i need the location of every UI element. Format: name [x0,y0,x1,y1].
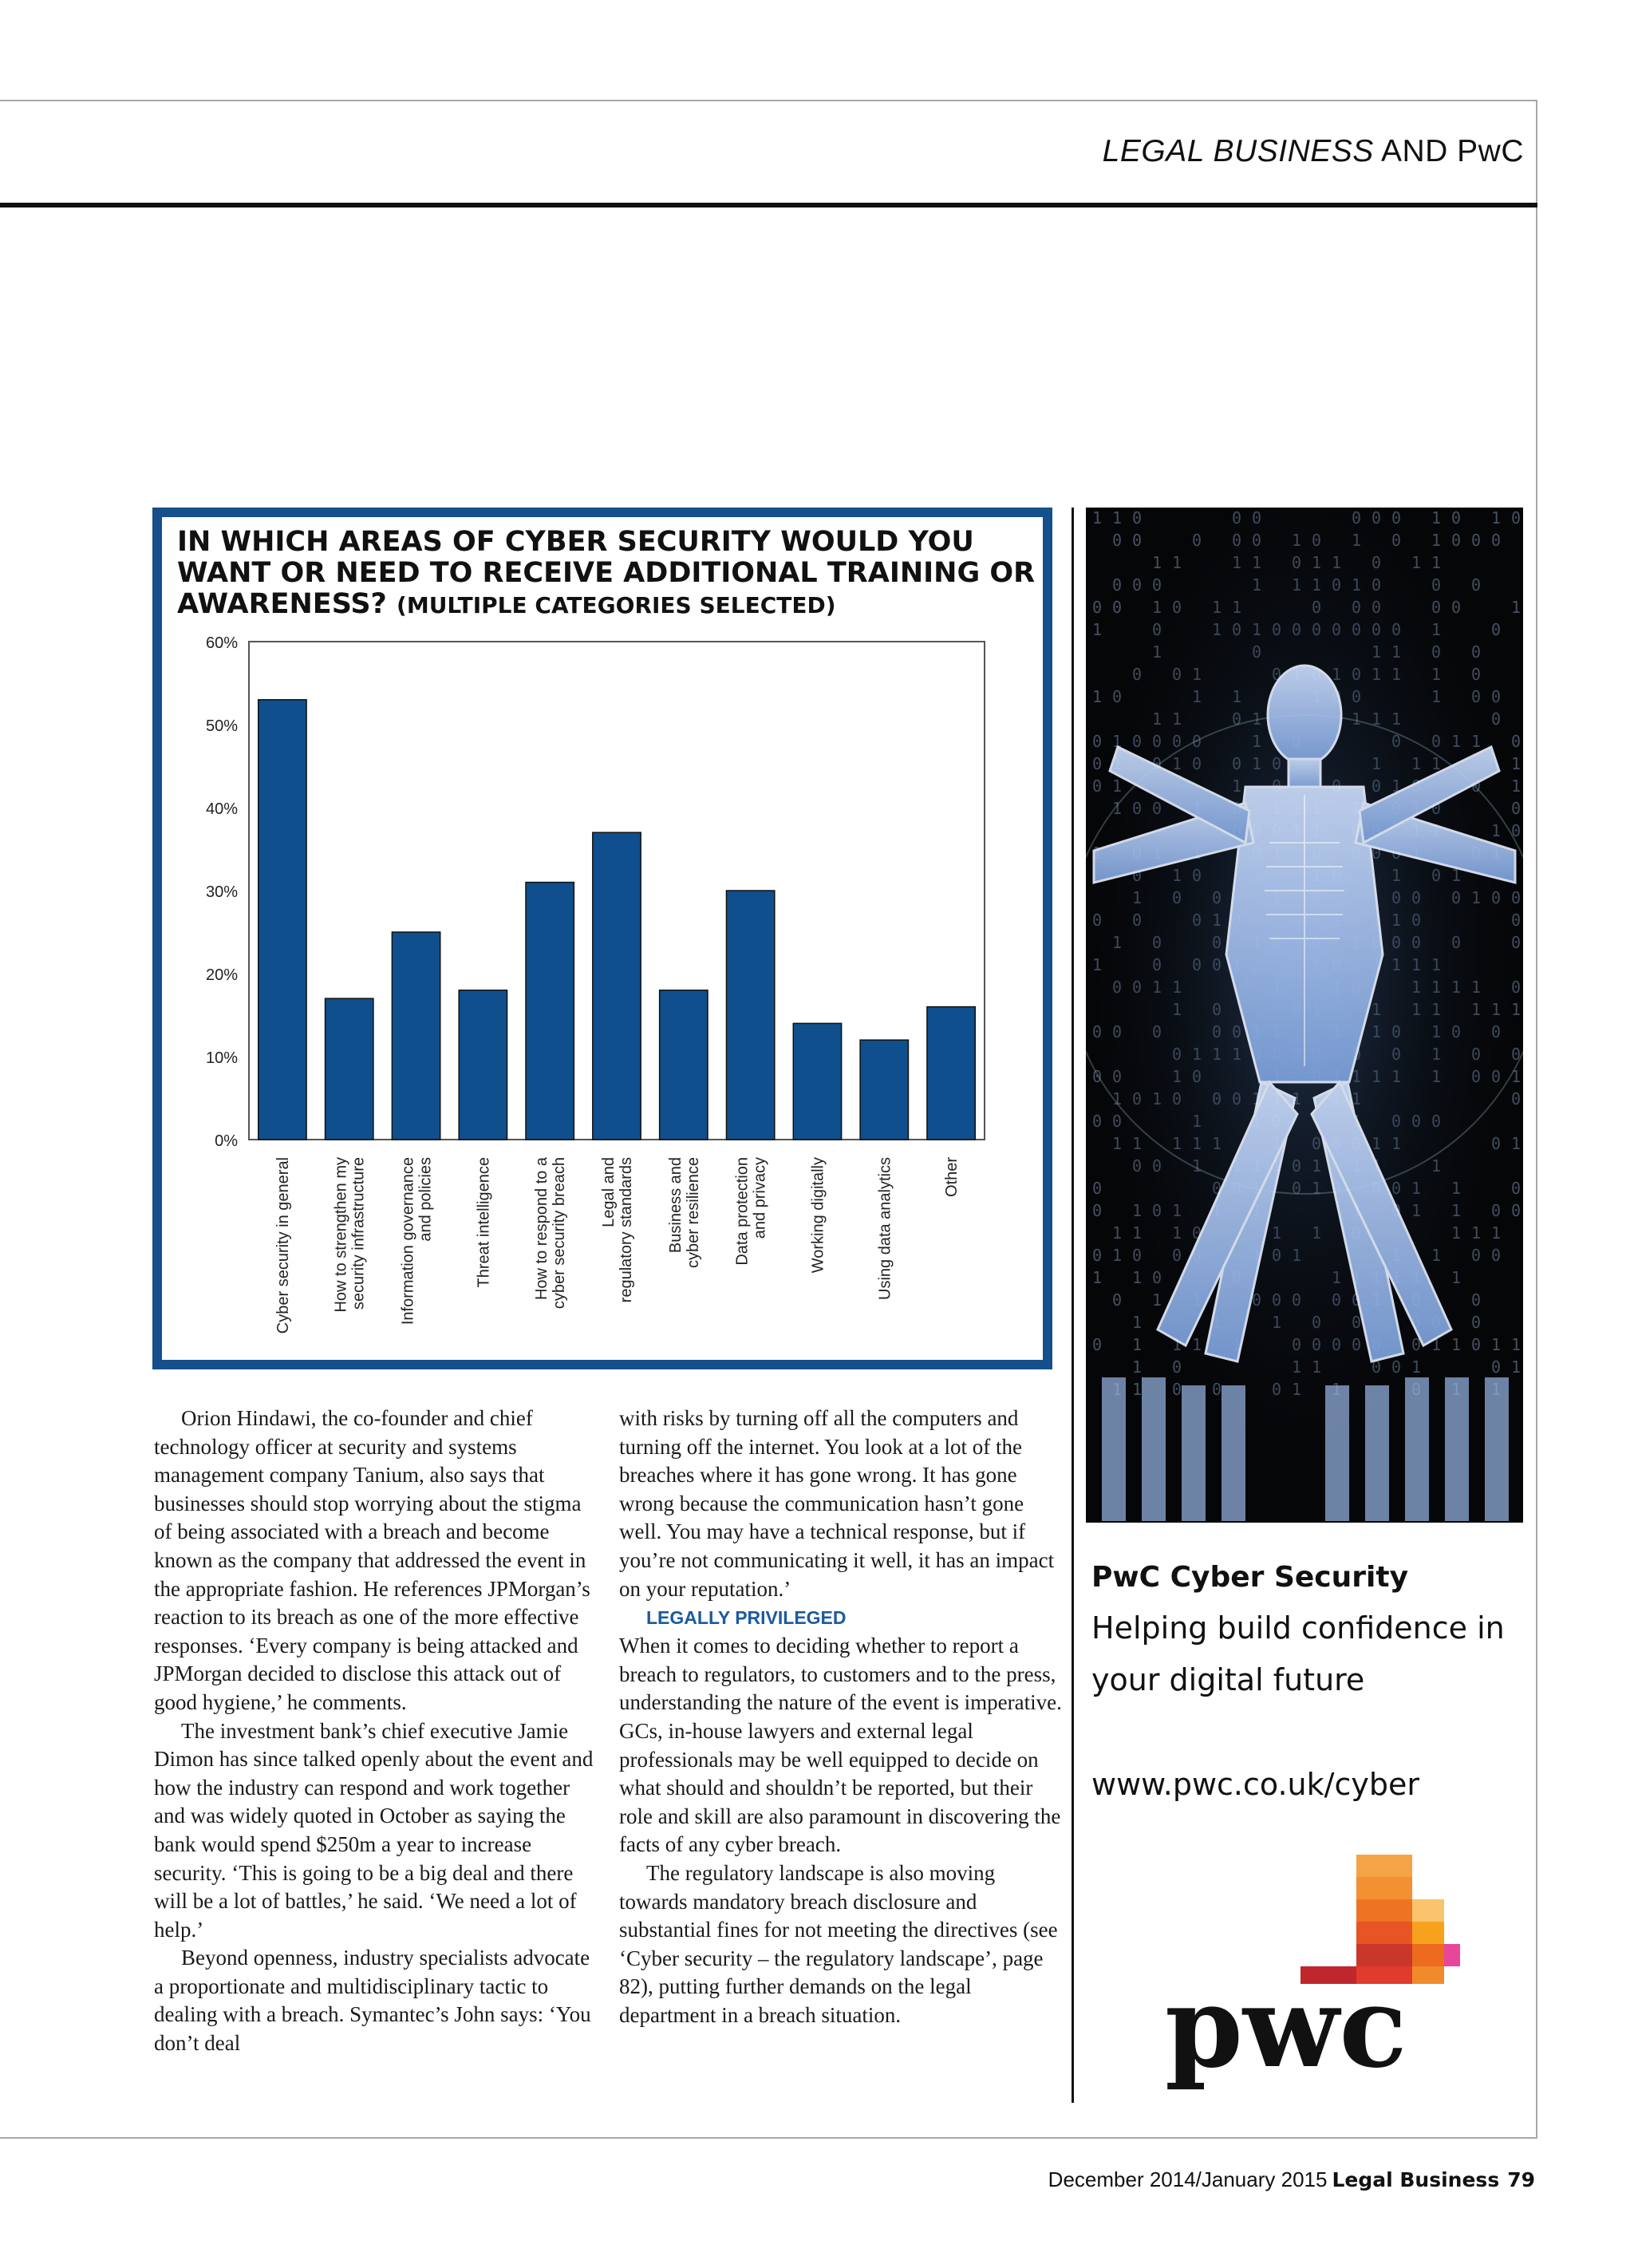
y-tick-label: 0% [215,1132,238,1150]
footer-publication: Legal Business [1332,2168,1500,2191]
running-header [1103,134,1524,169]
article-column-left [154,1405,601,2058]
x-tick-label: How to strengthen my [332,1157,350,1313]
y-tick-label: 20% [205,966,238,984]
bar [593,832,641,1140]
y-tick-label: 30% [205,883,238,901]
x-tick-label: Cyber security in general [274,1157,292,1334]
bar [793,1023,841,1140]
article-paragraph: The investment bank’s chief executive Jamie Dimon has since talked openly about the event and how the industry can respond and work together and was widely quoted in October as saying the bank would spend $250m a year to increase security. ‘This is going to be a big deal and there will be a lot of battles,’ he said. ‘We need a lot of help.’ [154,1718,594,1942]
page-frame-bottom [0,2137,1537,2139]
chart-title-text: IN WHICH AREAS OF CYBER SECURITY WOULD YOU WANT OR NEED TO RECEIVE ADDITIONAL TRAINING OR AWARENESS? [177,526,1036,620]
x-tick-label: and policies [416,1157,435,1242]
ad-tagline-line2: your digital future [1091,1662,1365,1697]
page-footer [1048,2167,1535,2192]
pwc-logo [1149,1855,1484,2094]
xray-figure-image [1086,508,1523,1523]
article-paragraph: When it comes to deciding whether to report a breach to regulators, to customers and to the press, understanding the nature of the event is imperative. GCs, in-house lawyers and external legal professionals may be well equipped to decide on what should and shouldn’t be reported, but their role and skill are also paramount in discovering the facts of any cyber breach. [619,1634,1062,1857]
bar [726,891,774,1140]
x-tick-label: How to respond to a [533,1157,551,1300]
page-frame-top [0,100,1537,101]
bar [660,990,708,1140]
page-frame-right [1536,100,1537,2139]
chart-subtitle: (MULTIPLE CATEGORIES SELECTED) [397,592,836,618]
pwc-logo-wordmark: pwc [1165,1962,1407,2093]
bar-chart [152,508,1052,1369]
article-paragraph: The regulatory landscape is also moving towards mandatory breach disclosure and substantial fines for not meeting the directives (see ‘Cyber security – the regulatory landscape’, page 82), putting further demands on the legal department in a breach situation. [619,1860,1058,2027]
article-paragraph: Beyond openness, industry specialists advocate a proportionate and multidisciplinary tactic to dealing with a breach. Symantec’s John says: ‘You don’t deal [154,1946,591,2056]
x-tick-label: Legal and [600,1157,618,1227]
header-partner: PwC [1457,134,1524,168]
x-tick-label: Other [943,1157,961,1198]
bar [860,1040,908,1140]
article-paragraph: with risks by turning off all the computers and turning off the internet. You look at a lot of the breaches where it has gone wrong. It has gone wrong because the communication hasn’t gone well. You may have a technical response, but if you’re not communicating it well, it has an impact on your reputation.’ [619,1406,1055,1601]
bar [526,883,574,1140]
x-tick-label: Working digitally [809,1157,827,1274]
x-tick-label: and privacy [751,1157,769,1239]
ad-tagline-line1: Helping build confidence in [1091,1610,1505,1646]
article-column-right [619,1405,1066,2029]
bar [326,998,373,1140]
bar [459,990,507,1140]
page-number: 79 [1507,2168,1535,2191]
header-rule [0,203,1537,207]
x-tick-label: cyber security breach [551,1157,569,1310]
x-tick-label: Threat intelligence [475,1157,493,1288]
ad-url-link[interactable]: www.pwc.co.uk/cyber [1091,1767,1419,1802]
subhead: LEGALLY PRIVILEGED [646,1607,847,1629]
x-tick-label: regulatory standards [618,1157,635,1303]
x-tick-label: Using data analytics [876,1157,894,1300]
footer-issue: December 2014/January 2015 [1048,2167,1328,2191]
article-paragraph: Orion Hindawi, the co-founder and chief technology officer at security and systems management company Tanium, also says that businesses should stop worrying about the stigma of being associated with a breach and become known as the company that addressed the event in the appropriate fashion. He references JPMorgan’s reaction to its breach as one of the more effective responses. ‘Every company is being attacked and JPMorgan decided to disclose this attack out of good hygiene,’ he comments. [154,1406,590,1714]
x-tick-label: security infrastructure [349,1157,368,1310]
ad-title: PwC Cyber Security [1091,1561,1409,1594]
x-tick-label: Information governance [399,1157,417,1326]
header-conjunction: AND [1380,134,1448,168]
bar [392,932,440,1140]
bar [927,1007,975,1140]
x-tick-label: Business and [666,1157,685,1254]
x-tick-label: Data protection [733,1157,752,1266]
y-tick-label: 60% [205,634,238,652]
y-tick-label: 10% [205,1049,238,1067]
ad-divider [1072,508,1074,2103]
bar [259,700,306,1140]
y-tick-label: 50% [205,717,238,735]
x-tick-label: cyber resilience [684,1157,702,1268]
header-publication: LEGAL BUSINESS [1102,134,1374,168]
y-tick-label: 40% [205,800,238,818]
